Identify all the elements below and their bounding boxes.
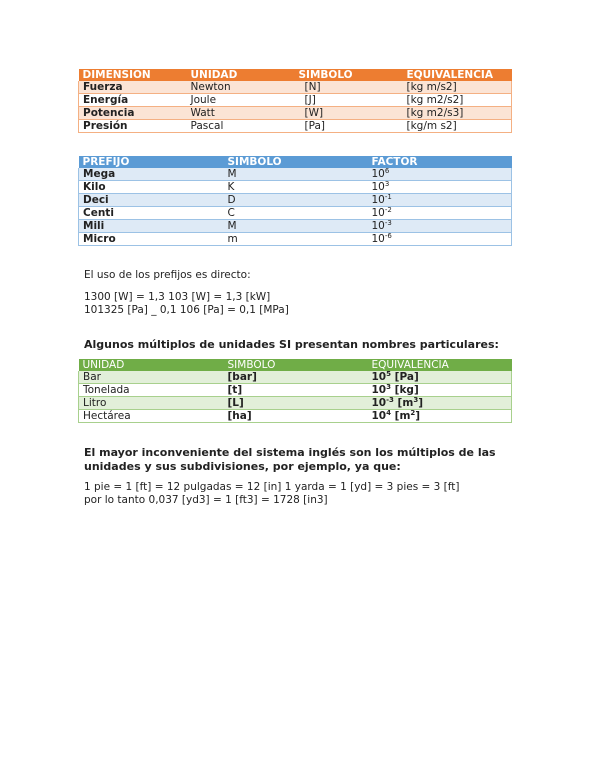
english-heading-line-1: El mayor inconveniente del sistema inglés son los múltiplos de las	[84, 446, 496, 459]
table-cell: Newton	[187, 81, 295, 94]
table-cell: [kg/m s2]	[403, 120, 512, 133]
table-cell: Deci	[79, 194, 224, 207]
factor-base: 10	[371, 220, 385, 232]
table-cell: Hectárea	[79, 410, 224, 423]
table-cell: Micro	[79, 233, 224, 246]
eq-unit: [Pa]	[391, 371, 419, 383]
prefix-usage-intro: El uso de los prefijos es directo:	[84, 269, 251, 281]
factor-exponent: -1	[384, 193, 392, 201]
table-cell: M	[224, 220, 368, 233]
table-cell: Fuerza	[79, 81, 187, 94]
english-line-2: por lo tanto 0,037 [yd3] = 1 [ft3] = 1728 [in3]	[84, 494, 328, 506]
eq-unit: [m	[393, 397, 414, 409]
factor-base: 10	[371, 181, 385, 193]
table-cell: Potencia	[79, 107, 187, 120]
table-cell: [kg m2/s2]	[403, 94, 512, 107]
prefix-example-1: 1300 [W] = 1,3 103 [W] = 1,3 [kW]	[84, 291, 271, 303]
eq-unit-close: ]	[418, 397, 423, 409]
header-cell: SIMBOLO	[224, 156, 368, 168]
table-row	[79, 168, 512, 181]
table-row	[79, 181, 512, 194]
header-cell: EQUIVALENCIA	[368, 359, 512, 371]
eq-exponent: 3	[386, 383, 391, 391]
factor-base: 10	[371, 168, 385, 180]
table-cell: [kg m/s2]	[403, 81, 512, 94]
table-cell: [bar]	[224, 371, 368, 384]
header-cell: FACTOR	[368, 156, 512, 168]
table-cell: Mega	[79, 168, 224, 181]
eq-unit-exponent: 3	[413, 396, 419, 404]
factor-cell	[368, 207, 512, 220]
table-cell: M	[224, 168, 368, 181]
table-cell: [J]	[295, 94, 403, 107]
table-cell: Kilo	[79, 181, 224, 194]
eq-base: 10	[371, 410, 387, 422]
table-row	[79, 107, 512, 120]
eq-unit: [m	[391, 410, 411, 422]
table-cell: Mili	[79, 220, 224, 233]
table-cell: m	[224, 233, 368, 246]
prefix-table	[78, 156, 512, 246]
table-row	[79, 410, 512, 423]
factor-exponent: -3	[384, 219, 392, 227]
table-cell: Centi	[79, 207, 224, 220]
prefix-example-2: 101325 [Pa] _ 0,1 106 [Pa] = 0,1 [MPa]	[84, 304, 289, 316]
table-row	[79, 220, 512, 233]
factor-base: 10	[371, 194, 385, 206]
factor-cell	[368, 233, 512, 246]
eq-base: 10	[371, 371, 387, 383]
header-cell: UNIDAD	[187, 69, 295, 81]
eq-unit: [kg]	[391, 384, 419, 396]
table-cell: Pascal	[187, 120, 295, 133]
header-cell: SIMBOLO	[295, 69, 403, 81]
factor-exponent: -2	[384, 206, 392, 214]
table-row	[79, 207, 512, 220]
table-header-row	[79, 156, 512, 168]
table-row	[79, 397, 512, 410]
equivalence-cell	[368, 397, 512, 410]
table-header-row	[79, 359, 512, 371]
factor-cell	[368, 220, 512, 233]
table-cell: Joule	[187, 94, 295, 107]
factor-exponent: 6	[384, 168, 390, 175]
table-cell: Bar	[79, 371, 224, 384]
dimension-table	[78, 69, 512, 133]
header-cell: PREFIJO	[79, 156, 224, 168]
table-cell: [W]	[295, 107, 403, 120]
table-cell: [t]	[224, 384, 368, 397]
table-cell: K	[224, 181, 368, 194]
eq-exponent: 5	[386, 371, 391, 378]
table-cell: [ha]	[224, 410, 368, 423]
eq-exponent: -3	[386, 396, 394, 404]
eq-base: 10	[371, 397, 387, 409]
table-cell: [kg m2/s3]	[403, 107, 512, 120]
eq-base: 10	[371, 384, 387, 396]
factor-exponent: 3	[384, 180, 390, 188]
factor-base: 10	[371, 233, 385, 245]
table-cell: Presión	[79, 120, 187, 133]
table-cell: D	[224, 194, 368, 207]
english-heading-line-2: unidades y sus subdivisiones, por ejemplo, ya que:	[84, 460, 401, 473]
table-row	[79, 94, 512, 107]
header-cell: DIMENSION	[79, 69, 187, 81]
factor-cell	[368, 181, 512, 194]
header-cell: UNIDAD	[79, 359, 224, 371]
table-cell: Watt	[187, 107, 295, 120]
table-cell: Tonelada	[79, 384, 224, 397]
eq-exponent: 4	[386, 409, 391, 417]
table-row	[79, 194, 512, 207]
table-header-row	[79, 69, 512, 81]
equivalence-cell	[368, 410, 512, 423]
factor-cell	[368, 194, 512, 207]
table-cell: Energía	[79, 94, 187, 107]
table-cell: [N]	[295, 81, 403, 94]
factor-base: 10	[371, 207, 385, 219]
eq-unit-exponent: 2	[410, 409, 416, 417]
factor-cell	[368, 168, 512, 181]
table-cell: C	[224, 207, 368, 220]
eq-unit-close: ]	[415, 410, 421, 422]
table-row	[79, 120, 512, 133]
equivalence-cell	[368, 371, 512, 384]
factor-exponent: -6	[384, 232, 392, 240]
table-row	[79, 81, 512, 94]
multiples-heading: Algunos múltiplos de unidades SI presentan nombres particulares:	[84, 338, 499, 351]
table-row	[79, 384, 512, 397]
english-line-1: 1 pie = 1 [ft] = 12 pulgadas = 12 [in] 1 yarda = 1 [yd] = 3 pies = 3 [ft]	[84, 481, 460, 493]
table-row	[79, 371, 512, 384]
table-cell: Litro	[79, 397, 224, 410]
equivalence-cell	[368, 384, 512, 397]
header-cell: SIMBOLO	[224, 359, 368, 371]
table-cell: [Pa]	[295, 120, 403, 133]
header-cell: EQUIVALENCIA	[403, 69, 512, 81]
table-row	[79, 233, 512, 246]
multiples-table	[78, 359, 512, 423]
table-cell: [L]	[224, 397, 368, 410]
